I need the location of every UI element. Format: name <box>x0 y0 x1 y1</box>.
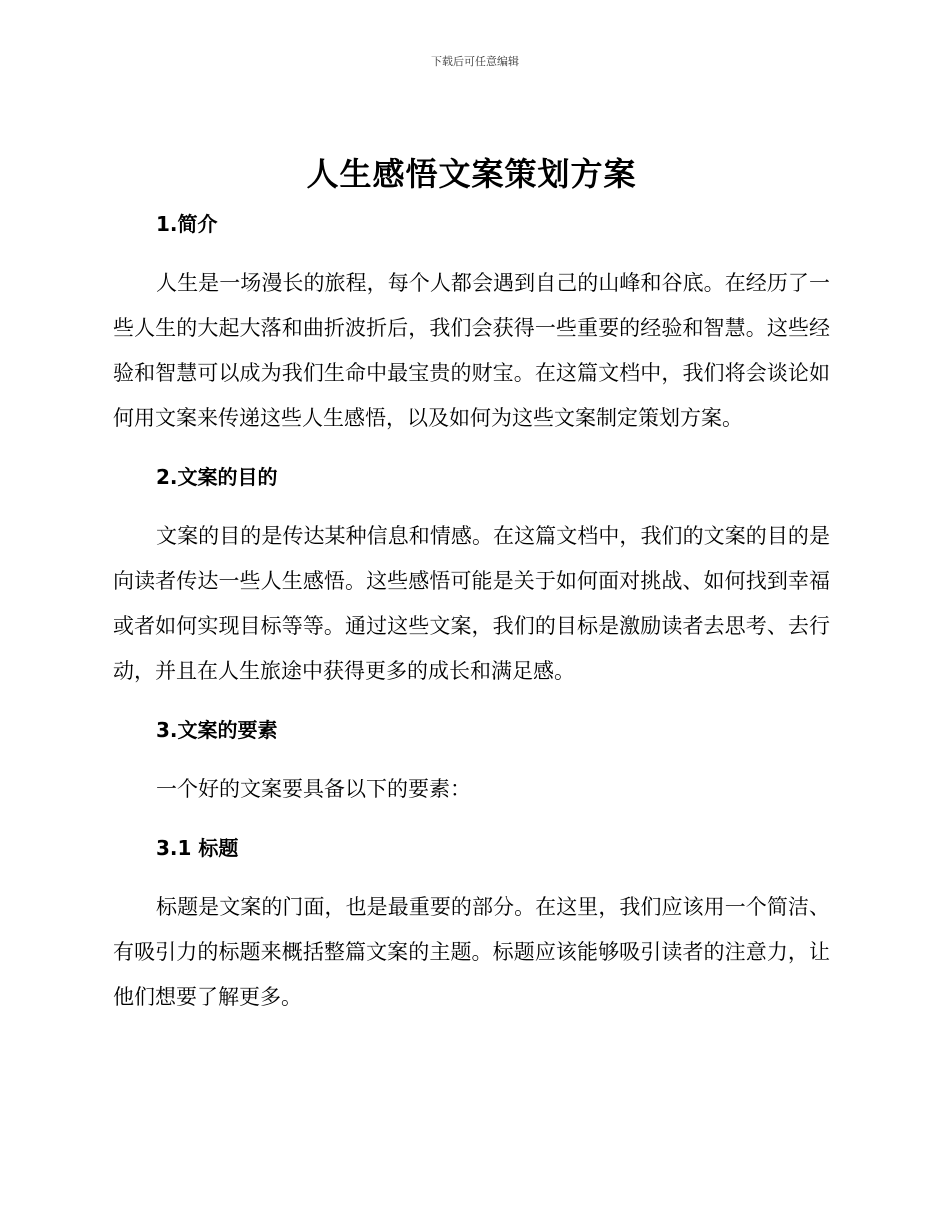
section-paragraph-title: 标题是文案的门面，也是最重要的部分。在这里，我们应该用一个简洁、有吸引力的标题来概括整篇文案的主题。标题应该能够吸引读者的注意力，让他们想要了解更多。 <box>113 895 830 1009</box>
section-paragraph-intro: 人生是一场漫长的旅程，每个人都会遇到自己的山峰和谷底。在经历了一些人生的大起大落和曲折波折后，我们会获得一些重要的经验和智慧。这些经验和智慧可以成为我们生命中最宝贵的财宝。在这篇文档中，我们将会谈论如何用文案来传递这些人生感悟，以及如何为这些文案制定策划方案。 <box>113 271 830 430</box>
document-body <box>113 150 830 1020</box>
document-title: 人生感悟文案策划方案 <box>306 155 637 193</box>
section-heading-elements: 3.文案的要素 <box>156 718 278 742</box>
page-header-note: 下载后可任意编辑 <box>431 55 519 68</box>
section-heading-purpose: 2.文案的目的 <box>156 465 278 489</box>
section-heading-title: 3.1 标题 <box>156 836 239 860</box>
section-paragraph-purpose: 文案的目的是传达某种信息和情感。在这篇文档中，我们的文案的目的是向读者传达一些人生感悟。这些感悟可能是关于如何面对挑战、如何找到幸福或者如何实现目标等等。通过这些文案，我们的目标是激励读者去思考、去行动，并且在人生旅途中获得更多的成长和满足感。 <box>113 524 830 683</box>
section-paragraph-elements: 一个好的文案要具备以下的要素： <box>156 777 471 801</box>
section-heading-intro: 1.简介 <box>156 212 218 236</box>
